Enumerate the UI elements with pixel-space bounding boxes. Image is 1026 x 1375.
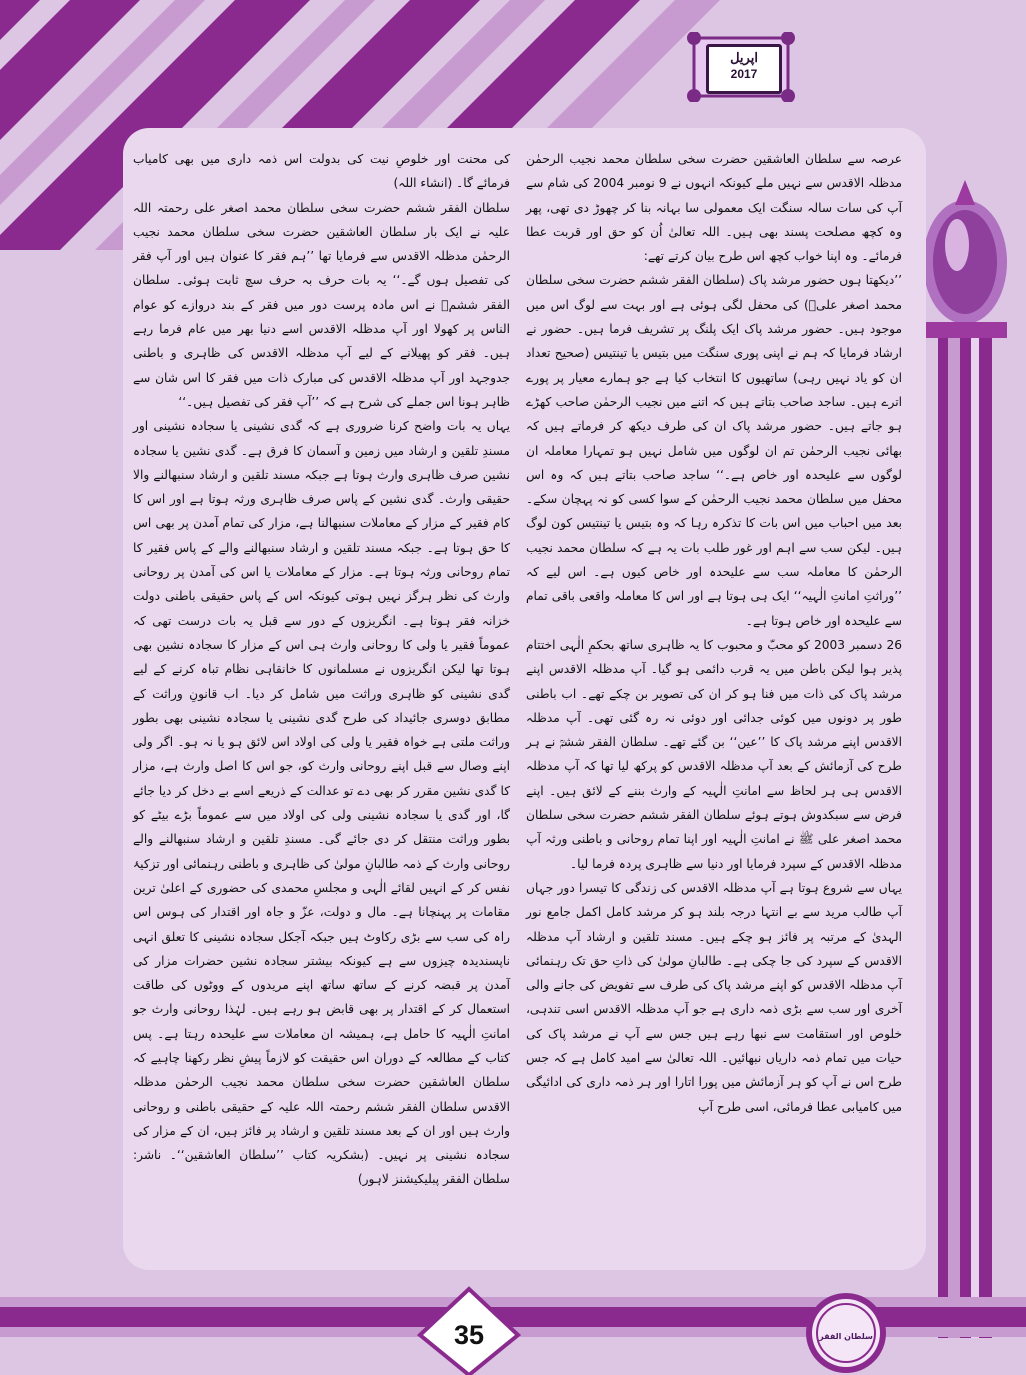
article-paragraph: ’’دیکھتا ہوں حضور مرشد پاک (سلطان الفقر ششم حضرت سخی سلطان محمد اصغر علیؒ) کی محفل لگی ہوئی ہے اور بہت سے لوگ اس میں موجود ہیں۔ حضور مرشد پاک ایک پلنگ پر تشریف فرما ہیں۔ حضور نے ارشاد فرمایا کہ ہم نے اپنی پوری سنگت میں بتیس یا تینتیس (صحیح تعداد ان کو یاد نہیں رہی) ساتھیوں کا انتخاب کیا ہے جو ہمارے معیار پر پورے اترے ہیں۔ ساجد صاحب بتاتے ہیں کہ اتنے میں نجیب الرحمٰن صاحب کھڑے ہو جاتے ہیں۔ حضور مرشد پاک ان کی طرف دیکھ کر فرماتے ہیں کہ بھائی نجیب الرحمٰن تم ان لوگوں میں شامل نہیں ہو تمہارا معاملہ ان لوگوں سے علیحدہ اور خاص ہے۔‘‘ ساجد صاحب بتاتے ہیں کہ وہ اس محفل میں سلطان محمد نجیب الرحمٰن کے سوا کسی کو نہ پہچان سکے۔ بعد میں احباب میں اس بات کا تذکرہ رہا کہ وہ بتیس یا تینتیس کون لوگ ہیں۔ لیکن سب سے اہم اور غور طلب بات یہ ہے کہ سلطان محمد نجیب الرحمٰن کا معاملہ سب سے علیحدہ اور خاص کیوں ہے۔ اس لیے کہ ’’وراثتِ امانتِ الٰہیہ‘‘ ایک ہی ہوتا ہے اور اس کا معاملہ واقعی باقی تمام سے علیحدہ اور خاص ہوتا ہے۔ — [526, 273, 902, 628]
issue-year: 2017 — [730, 67, 758, 81]
article-paragraph: یہاں یہ بات واضح کرنا ضروری ہے کہ گدی نشینی یا سجادہ نشینی اور مسندِ تلقین و ارشاد میں زمین و آسمان کا فرق ہے۔ گدی نشین یا سجادہ نشین صرف ظاہری وارث ہوتا ہے جبکہ مسند تلقین و ارشاد سنبھالنے والا حقیقی وارث۔ گدی نشین کے پاس صرف ظاہری ورثہ ہوتا ہے اور اس کا کام فقیر کے مزار کے معاملات سنبھالنا ہے، مزار کی تمام آمدن پر بھی اس کا حق ہوتا ہے۔ جبکہ مسند تلقین و ارشاد سنبھالنے والے کے پاس فقیر کا تمام روحانی ورثہ ہوتا ہے۔ مزار کے معاملات یا اس کی آمدن پر روحانی وارث کی نظر ہرگز نہیں ہوتی کیونکہ اس کے پاس حقیقی باطنی دولت خزانہ فقر ہوتا ہے۔ انگریزوں کے دور سے قبل یہ بات درست تھی کہ عموماً فقیر یا ولی کا روحانی وارث ہی اس کے مزار کا سجادہ نشین بھی ہوتا تھا لیکن انگریزوں نے مسلمانوں کا خانقاہی نظام تباہ کرنے کے لیے گدی نشینی کو ظاہری وراثت میں شامل کر دیا۔ اب قانونِ وراثت کے مطابق دوسری جائیداد کی طرح گدی نشینی یا سجادہ نشینی بھی بطور وراثت ملتی ہے خواہ فقیر یا ولی کی اولاد اس لائق ہو یا نہ ہو۔ اگر ولی اپنے وصال سے قبل اپنے روحانی وارث کو، جو اس کا اصل وارث ہے، مزار کا گدی نشین مقرر کر بھی دے تو عدالت کے ذریعے اسے بے دخل کر دیا جائے گا، اور گدی یا سجادہ نشینی ولی کی اولاد میں سے عموماً بڑے بیٹے کو بطور وراثت منتقل کر دی جائے گی۔ مسندِ تلقین و ارشاد سنبھالنے والے روحانی وارث کے ذمہ طالبانِ مولیٰ کی ظاہری و باطنی رہنمائی اور تزکیۂ نفس کر کے انہیں لقائے الٰہی و مجلسِ محمدی کی حضوری کے اعلیٰ ترین مقامات پر پہنچانا ہے۔ مال و دولت، عزّ و جاہ اور اقتدار کی ہوس اس راہ کی سب سے بڑی رکاوٹ ہیں جبکہ آجکل سجادہ نشینی کا تعلق انہی ناپسندیدہ چیزوں سے ہے کیونکہ بیشتر سجادہ نشین حضرات مزار کی آمدن پر قبضہ کرنے کے ساتھ ساتھ اپنے مریدوں کے ووٹوں کی طاقت استعمال کر کے اقتدار پر بھی قابض ہو رہے ہیں۔ لہٰذا روحانی وارث جو امانتِ الٰہیہ کا حامل ہے، ہمیشہ ان معاملات سے علیحدہ رہتا ہے۔ پس کتاب کے مطالعہ کے دوران اس حقیقت کو لازماً پیشِ نظر رکھنا چاہیے کہ سلطان العاشقین حضرت سخی سلطان محمد نجیب الرحمٰن مدظلہ الاقدس سلطان الفقر ششم رحمتہ اللہ علیہ کے حقیقی باطنی و روحانی وارث ہیں اور ان کے بعد مسند تلقین و ارشاد پر فائز ہیں، ان کے مزار کی سجادہ نشینی پر نہیں۔ (بشکریہ کتاب ’’سلطان العاشقین‘‘۔ ناشر: سلطان الفقر پبلیکیشنز لاہور) — [133, 419, 510, 1187]
article-paragraph: عرصہ سے سلطان العاشقین حضرت سخی سلطان محمد نجیب الرحمٰن مدظلہ الاقدس سے نہیں ملے کیونکہ انہوں نے 9 نومبر 2004 کی شام سے آپ کی سات سالہ سنگت ایک معمولی سا بہانہ بنا کر چھوڑ دی تھی، پھر وہ کچھ مصلحت پسند بھی ہیں۔ اللہ تعالیٰ اُن کو حق اور قربت عطا فرمائے۔ وہ اپنا خواب کچھ اس طرح بیان کرتے تھے: — [526, 152, 902, 264]
page-number: 35 — [453, 1320, 485, 1350]
issue-month: اپریل — [730, 50, 758, 65]
magazine-logo: سلطان الفقر — [819, 1332, 873, 1341]
article-paragraph: سلطان الفقر ششم حضرت سخی سلطان محمد اصغر علی رحمتہ اللہ علیہ نے ایک بار سلطان العاشقین حضرت سخی سلطان محمد نجیب الرحمٰن مدظلہ الاقدس سے فرمایا تھا ’’ہم فقر کا عنوان ہیں اور آپ فقر کی تفصیل ہوں گے۔‘‘ یہ بات حرف بہ حرف سچ ثابت ہوئی۔ سلطان الفقر ششمؒ نے اس مادہ پرست دور میں فقر کے بند دروازے کو عوام الناس پر کھولا اور آپ مدظلہ الاقدس اسے دنیا بھر میں عام فرما رہے ہیں۔ فقر کو پھیلانے کے لیے آپ مدظلہ الاقدس کی ظاہری و باطنی جدوجہد اور آپ مدظلہ الاقدس کی مبارک ذات میں فقر کا اس شان سے ظاہر ہونا اس جملے کی شرح ہے کہ ’’آپ فقر کی تفصیل ہیں۔‘‘ — [133, 200, 510, 409]
article-paragraph: 26 دسمبر 2003 کو محبّ و محبوب کا یہ ظاہری ساتھ بحکمِ الٰہی اختتام پذیر ہوا لیکن باطن میں یہ قرب دائمی ہو گیا۔ آپ مدظلہ الاقدس اپنے مرشد پاک کی ذات میں فنا ہو کر ان کی تصویر بن چکے تھے۔ اب باطنی طور پر دونوں میں کوئی جدائی اور دوئی نہ رہ گئی تھی۔ آپ مدظلہ الاقدس اپنے مرشد پاک کا ’’عین‘‘ بن گئے تھے۔ سلطان الفقر ششمؒ نے ہر طرح کی آزمائش کے بعد آپ مدظلہ الاقدس کو پرکھ لیا تھا کہ آپ مدظلہ الاقدس ہی ہر لحاظ سے امانتِ الٰہیہ کے وارث بننے کے لائق ہیں۔ اپنے فرض سے سبکدوش ہوتے ہوئے سلطان الفقر ششم حضرت سخی سلطان محمد اصغر علی ﷺ نے امانتِ الٰہیہ اور اپنا تمام روحانی و باطنی ورثہ آپ مدظلہ الاقدس کے سپرد فرمایا اور دنیا سے ظاہری پردہ فرما لیا۔ — [526, 637, 902, 871]
article-column-left — [133, 147, 510, 1257]
footer-band — [0, 1285, 1026, 1375]
article-paragraph: یہاں سے شروع ہوتا ہے آپ مدظلہ الاقدس کی زندگی کا تیسرا دور جہاں آپ طالب مرید سے بے انتہا درجہ بلند ہو کر مرشد کامل اکمل جامع نور الہدیٰ کے مرتبہ پر فائز ہو چکے ہیں۔ مسند تلقین و ارشاد آپ مدظلہ الاقدس کے سپرد کی جا چکی ہے۔ طالبانِ مولیٰ کی ذاتِ حق تک رہنمائی آپ مدظلہ الاقدس کو اپنے مرشد پاک کی طرف سے تفویض کی جانے والی آخری اور سب سے بڑی ذمہ داری ہے جو آپ مدظلہ الاقدس اسی تندہی، خلوص اور استقامت سے نبھا رہے ہیں جس سے آپ نے مرشد پاک کی حیات میں تمام ذمہ داریاں نبھائیں۔ اللہ تعالیٰ سے امید کامل ہے کہ جس طرح اس نے آپ کو ہر آزمائش میں پورا اتارا اور ہر ذمہ داری کی ادائیگی میں کامیابی عطا فرمائی، اسی طرح آپ — [526, 880, 902, 1114]
issue-date-badge — [686, 32, 796, 102]
article-paragraph: کی محنت اور خلوصِ نیت کی بدولت اس ذمہ داری میں بھی کامیاب فرمائے گا۔ (انشاء اللہ) — [133, 152, 510, 191]
article-column-right — [526, 147, 902, 1257]
